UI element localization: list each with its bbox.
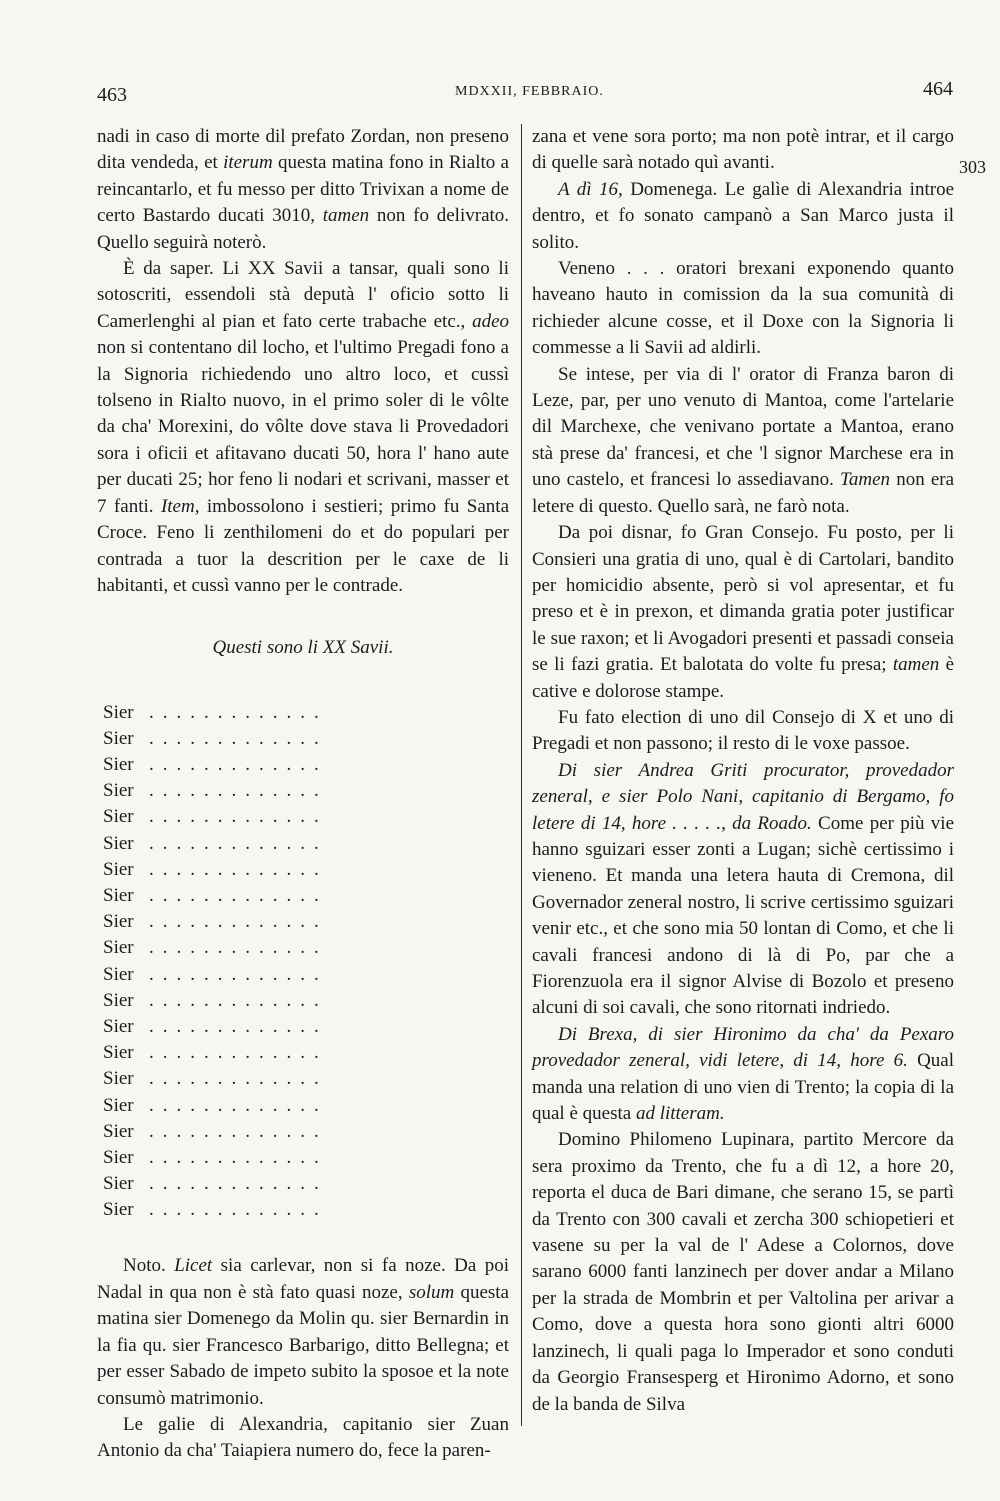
sier-label: Sier: [103, 858, 134, 880]
list-item: [103, 1197, 509, 1223]
list-item: [103, 909, 509, 935]
sier-label: Sier: [103, 727, 134, 749]
dot-leader: .............: [149, 1015, 328, 1037]
sier-label: Sier: [103, 1094, 134, 1116]
list-item: [103, 857, 509, 883]
sier-label: Sier: [103, 832, 134, 854]
dot-leader: .............: [149, 1199, 328, 1221]
dot-leader: .............: [149, 1173, 328, 1195]
list-item: [103, 935, 509, 961]
sier-label: Sier: [103, 754, 134, 776]
sier-label: Sier: [103, 885, 134, 907]
dot-leader: .............: [149, 1146, 328, 1168]
paragraph: zana et vene sora porto; ma non potè intrar, et il cargo di quelle sarà notado quì avanti.: [532, 126, 954, 174]
dot-leader: .............: [149, 911, 328, 933]
paragraph: Domino Philomeno Lupinara, partito Mercore da sera proximo da Trento, che fu a dì 12, a hore 20, reporta el duca de Bari dimane, che serano 15, se partì da Trento con 300 cavali et zercha 300 schiopetieri et vasene su per la val de l' Adese a Colornos, dove sarano 6000 fanti lanzinech per dover andar a Milano per la strada de Mombrin et per Valtolina per arivar a Como, dove a questa hora sono gionti altri 6000 lanzinech, li quali paga lo Imperador et sono conduti da Georgio Fransesperg et Hironimo Adorno, et sono de la banda de Silva: [532, 1129, 954, 1415]
sier-label: Sier: [103, 1042, 134, 1064]
list-item: [103, 752, 509, 778]
dot-leader: .............: [149, 701, 328, 723]
sier-label: Sier: [103, 989, 134, 1011]
dot-leader: .............: [149, 963, 328, 985]
list-item: [103, 988, 509, 1014]
margin-number: 303: [959, 157, 986, 177]
list-item: [103, 804, 509, 830]
left-page-number: 463: [97, 84, 127, 106]
dot-leader: .............: [149, 937, 328, 959]
dot-leader: .............: [149, 727, 328, 749]
right-column: [532, 124, 954, 1418]
column-divider: [521, 124, 522, 1426]
dot-leader: .............: [149, 832, 328, 854]
list-item: [103, 1014, 509, 1040]
sier-label: Sier: [103, 1120, 134, 1142]
sier-label: Sier: [103, 937, 134, 959]
list-item: [103, 962, 509, 988]
dot-leader: .............: [149, 1068, 328, 1090]
paragraph: Le galie di Alexandria, capitanio sier Zuan Antonio da cha' Taiapiera numero do, fece la paren-: [97, 1413, 509, 1462]
list-item: [103, 1145, 509, 1171]
list-item: [103, 700, 509, 726]
sier-label: Sier: [103, 963, 134, 985]
paragraph: Fu fato election di uno dil Consejo di X et uno di Pregadi et non passono; il resto di le voxe passoe.: [532, 706, 954, 755]
sier-label: Sier: [103, 1015, 134, 1037]
dot-leader: .............: [149, 806, 328, 828]
list-heading: Questi sono li XX Savii.: [212, 637, 394, 659]
list-item: [103, 778, 509, 804]
sier-label: Sier: [103, 1146, 134, 1168]
paragraph: Di sier Andrea Griti procurator, provedador zeneral, e sier Polo Nani, capitanio di Bergamo, fo letere di 14, hore . . . . ., da Roado. Come per più vie hanno sguizari esser zonti a Lugan; sichè certissimo i vieneno. Et manda una letera hauta di Cremona, dil Governador zeneral nostro, li scrive certissimo sguizari venir etc., et che sono mia 50 lontan di Como, et che li cavali francesi andono di là di Po, par che a Fiorenzuola era il signor Alvise di Bozolo et preseno alcuni di soi cavali, che sono ritornati indriedo.: [532, 759, 954, 1019]
dot-leader: .............: [149, 1094, 328, 1116]
dot-leader: .............: [149, 1120, 328, 1142]
sier-label: Sier: [103, 1173, 134, 1195]
sier-label: Sier: [103, 780, 134, 802]
list-item: [103, 1066, 509, 1092]
list-item: [103, 1093, 509, 1119]
right-page-number: 464: [923, 78, 953, 100]
dot-leader: .............: [149, 885, 328, 907]
list-item: [103, 726, 509, 752]
paragraph: È da saper. Li XX Savii a tansar, quali sono li sotoscriti, essendoli stà deputà l' oficio sotto li Camerlenghi al pian et fato certe trabache etc., adeo non si contentano dil locho, et l'ultimo Pregadi fono a la Signoria richiedendo uno altro loco, et cussì tolseno in Rialto nuovo, in el primo soler di le vôlte da cha' Morexini, do vôlte dove stava li Provedadori sora i oficii et afitavano ducati 50, hora l' hano aute per ducati 25; hor feno li nodari et scrivani, masser et 7 fanti. Item, imbossolono i sestieri; primo fu Santa Croce. Feno li zenthilomeni do et do populari per contrada a tuor la descrition per le caxe de li habitanti, et cussì vanno per le contrade.: [97, 258, 509, 596]
list-item: [103, 1040, 509, 1066]
paragraph: nadi in caso di morte dil prefato Zordan, non preseno dita vendeda, et iterum questa matina fono in Rialto a reincantarlo, et fu messo per ditto Trivixan a nome de certo Bastardo ducati 3010, tamen non fo delivrato. Quello seguirà noterò.: [97, 126, 510, 253]
list-item: [103, 883, 509, 909]
paragraph: Veneno . . . oratori brexani exponendo quanto haveano hauto in comission da la sua comunità di richieder alcune cosse, et il Doxe con la Signoria li commesse a li Savii ad aldirli.: [532, 258, 954, 359]
paragraph: Noto. Licet sia carlevar, non si fa noze. Da poi Nadal in qua non è stà fato quasi noze, solum questa matina sier Domenego da Molin qu. sier Bernardin in la fia qu. sier Francesco Barbarigo, ditto Bellegna; et per esser Sabado de impeto subito la sposoe et la note consumò matrimonio.: [97, 1255, 510, 1409]
dot-leader: .............: [149, 989, 328, 1011]
running-header: [0, 78, 1000, 108]
paragraph: A dì 16, Domenega. Le galìe di Alexandria introe dentro, et fo sonato campanò a San Marco justa il solito.: [532, 178, 955, 253]
sier-label: Sier: [103, 1068, 134, 1090]
paragraph: Di Brexa, di sier Hironimo da cha' da Pexaro provedador zeneral, vidi letere, di 14, hore 6. Qual manda una relation di uno vien di Trento; la copia di la qual è questa ad litteram.: [532, 1023, 954, 1125]
sier-label: Sier: [103, 1199, 134, 1221]
list-item: [103, 1119, 509, 1145]
sier-label: Sier: [103, 806, 134, 828]
savii-list: [103, 700, 509, 1224]
list-item: [103, 1171, 509, 1197]
dot-leader: .............: [149, 1042, 328, 1064]
running-title: MDXXII, FEBBRAIO.: [455, 84, 604, 99]
paragraph: Da poi disnar, fo Gran Consejo. Fu posto, per li Consieri una gratia di uno, qual è di Cartolari, bandito per homicidio absente, però si vol apresentar, et fu preso et è in prexon, et dimanda gratia poter justificar le sue raxon; et li Avogadori presenti et passadi conseia se li fazi gratia. Et balotata do volte fu presa; tamen è cative e dolorose stampe.: [532, 522, 955, 702]
dot-leader: .............: [149, 780, 328, 802]
dot-leader: .............: [149, 858, 328, 880]
sier-label: Sier: [103, 701, 134, 723]
paragraph: Se intese, per via di l' orator di Franza baron di Leze, par, per uno venuto di Mantoa, come l'artelarie dil Marchexe, che venivano portate a Mantoa, erano stà prese da' francesi, et che 'l signor Marchese era in uno castelo, et francesi lo assediavano. Tamen non era letere di questo. Quello sarà, ne farò nota.: [532, 363, 955, 517]
sier-label: Sier: [103, 911, 134, 933]
list-item: [103, 831, 509, 857]
left-column: [97, 124, 509, 1465]
dot-leader: .............: [149, 754, 328, 776]
